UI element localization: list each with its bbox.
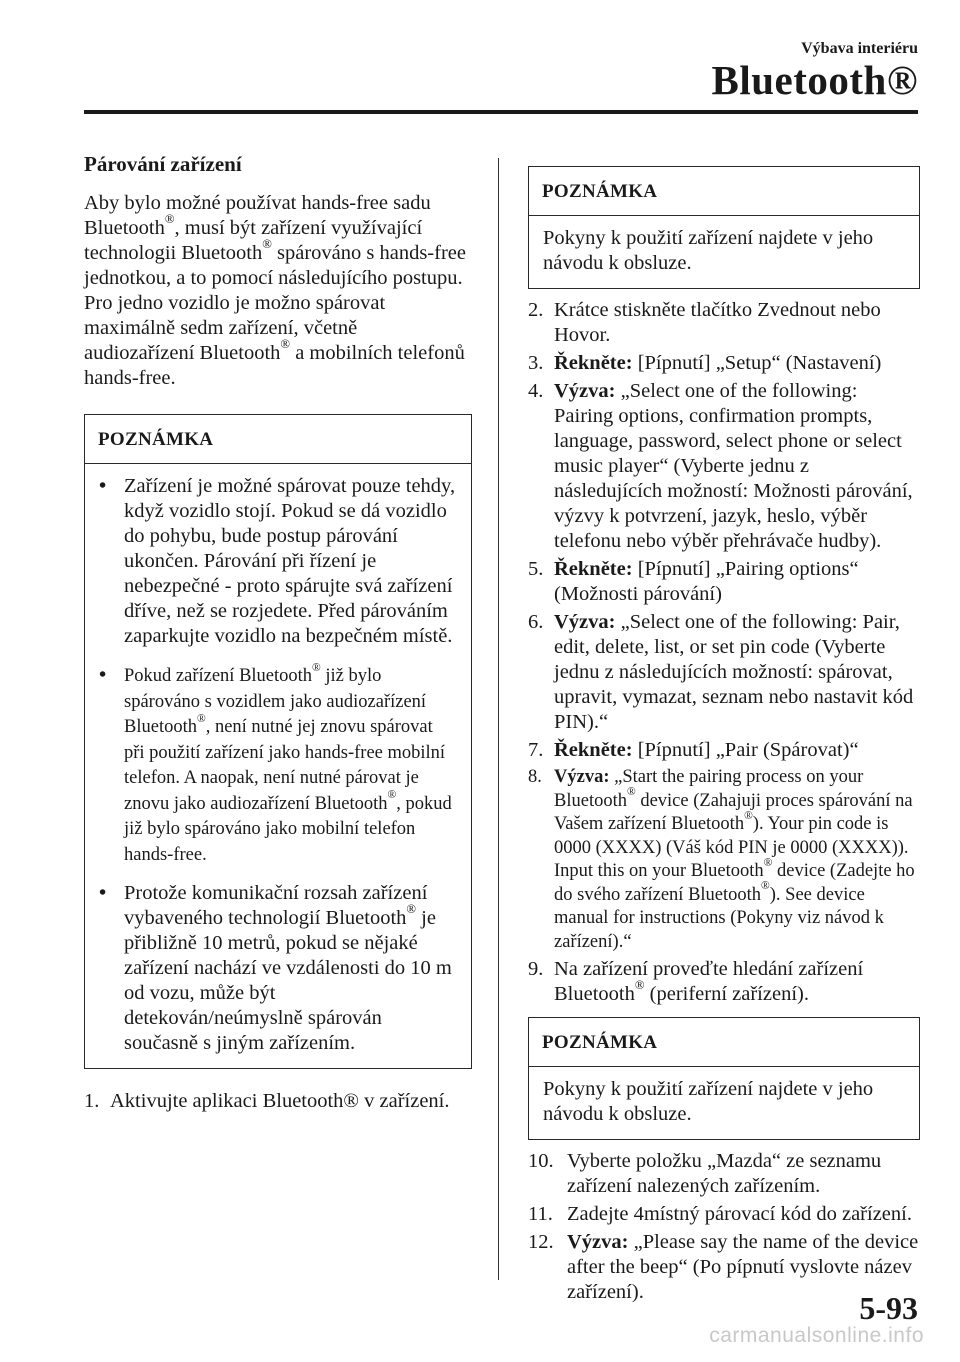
note-item: • Pokud zařízení Bluetooth® již bylo spárováno s vozidlem jako audiozařízení Bluetooth®, není nutné jej znovu spárovat při použití zařízení jako hands-free mobilní telefon. A naopak, není nutné párovat je znovu jako audiozařízení Bluetooth®, pokud již bylo spárováno jako mobilní telefon hands-free. <box>99 661 452 865</box>
section-heading: Párování zařízení <box>84 152 242 176</box>
right-column <box>528 152 920 1308</box>
note-title: POZNÁMKA <box>529 167 919 216</box>
intro-paragraph-2: Pro jedno vozidlo je možno spárovat maximálně sedm zařízení, včetně audiozařízení Bluetooth® a mobilních telefonů hands-free. <box>84 292 465 389</box>
note-list <box>99 474 457 1056</box>
column-divider <box>498 158 499 1280</box>
note-item: • Protože komunikační rozsah zařízení vybaveného technologií Bluetooth® je přibližně 10 metrů, pokud se nějaké zařízení nachází ve vzdálenosti do 10 m od vozu, může být detekován/neúmyslně spárován současně s jiným zařízením. <box>99 882 452 1054</box>
steps-list-left <box>84 1089 472 1114</box>
step-item: 12. Výzva: „Please say the name of the device after the beep“ (Po pípnutí vyslovte název zařízení). <box>528 1231 919 1303</box>
step-item: 3. Řekněte: [Pípnutí] „Setup“ (Nastavení) <box>528 352 882 374</box>
note-box <box>528 166 920 289</box>
left-column <box>84 152 472 1117</box>
step-item: 1. Aktivujte aplikaci Bluetooth® v zařízení. <box>84 1090 450 1112</box>
section-title: Výbava interiéru <box>801 40 918 57</box>
watermark: carmanualsonline.info <box>709 1324 924 1347</box>
note-title: POZNÁMKA <box>85 415 471 464</box>
intro-paragraph-1: Aby bylo možné používat hands-free sadu Bluetooth®, musí být zařízení využívající technologii Bluetooth® spárováno s hands-free jednotkou, a to pomocí následujícího postupu. <box>84 192 466 289</box>
note-box <box>84 414 472 1069</box>
header-divider <box>84 110 918 114</box>
note-text: Pokyny k použití zařízení najdete v jeho návodu k obsluze. <box>543 1078 874 1125</box>
bullet-icon: • <box>99 882 107 904</box>
note-title: POZNÁMKA <box>529 1018 919 1067</box>
page-title: Bluetooth® <box>711 57 918 103</box>
steps-list <box>528 1149 920 1305</box>
step-item: 7. Řekněte: [Pípnutí] „Pair (Spárovat)“ <box>528 739 859 761</box>
note-text: Pokyny k použití zařízení najdete v jeho návodu k obsluze. <box>543 227 874 274</box>
step-item: 8. Výzva: „Start the pairing process on your Bluetooth® device (Zahajuji proces spárování na Vašem zařízení Bluetooth®). Your pin code is 0000 (XXXX) (Váš kód PIN je 0000 (XXXX)). Input this on your Bluetooth® device (Zadejte ho do svého zařízení Bluetooth®). See device manual for instructions (Pokyny viz návod k zařízení).“ <box>528 767 915 952</box>
step-item: 6. Výzva: „Select one of the following: Pair, edit, delete, list, or set pin code (Vyberte jednu z následujících možností: spárovat, upravit, vymazat, seznam nebo nastavit kód PIN).“ <box>528 611 914 733</box>
step-item: 5. Řekněte: [Pípnutí] „Pairing options“ (Možnosti párování) <box>528 558 859 605</box>
step-item: 9. Na zařízení proveďte hledání zařízení Bluetooth® (periferní zařízení). <box>528 958 864 1005</box>
page-number: 5-93 <box>859 1290 918 1326</box>
step-item: 11. Zadejte 4místný párovací kód do zařízení. <box>528 1203 912 1225</box>
bullet-icon: • <box>99 475 107 497</box>
step-item: 10. Vyberte položku „Mazda“ ze seznamu zařízení nalezených zařízením. <box>528 1150 882 1197</box>
steps-list <box>528 298 920 1007</box>
note-box <box>528 1017 920 1140</box>
note-item: • Zařízení je možné spárovat pouze tehdy, když vozidlo stojí. Pokud se dá vozidlo do pohybu, bude postup párování ukončen. Párování při řízení je nebezpečné - proto spárujte svá zařízení dříve, než se rozjedete. Před párováním zaparkujte vozidlo na bezpečném místě. <box>99 475 456 647</box>
step-item: 4. Výzva: „Select one of the following: Pairing options, confirmation prompts, language, password, select phone or select music player“ (Vyberte jednu z následujících možností: Možnosti párování, výzvy k potvrzení, jazyk, heslo, výběr telefonu nebo výběr přehrávače hudby). <box>528 380 913 552</box>
bullet-icon: • <box>99 664 107 686</box>
step-item: 2. Krátce stiskněte tlačítko Zvednout nebo Hovor. <box>528 299 881 346</box>
